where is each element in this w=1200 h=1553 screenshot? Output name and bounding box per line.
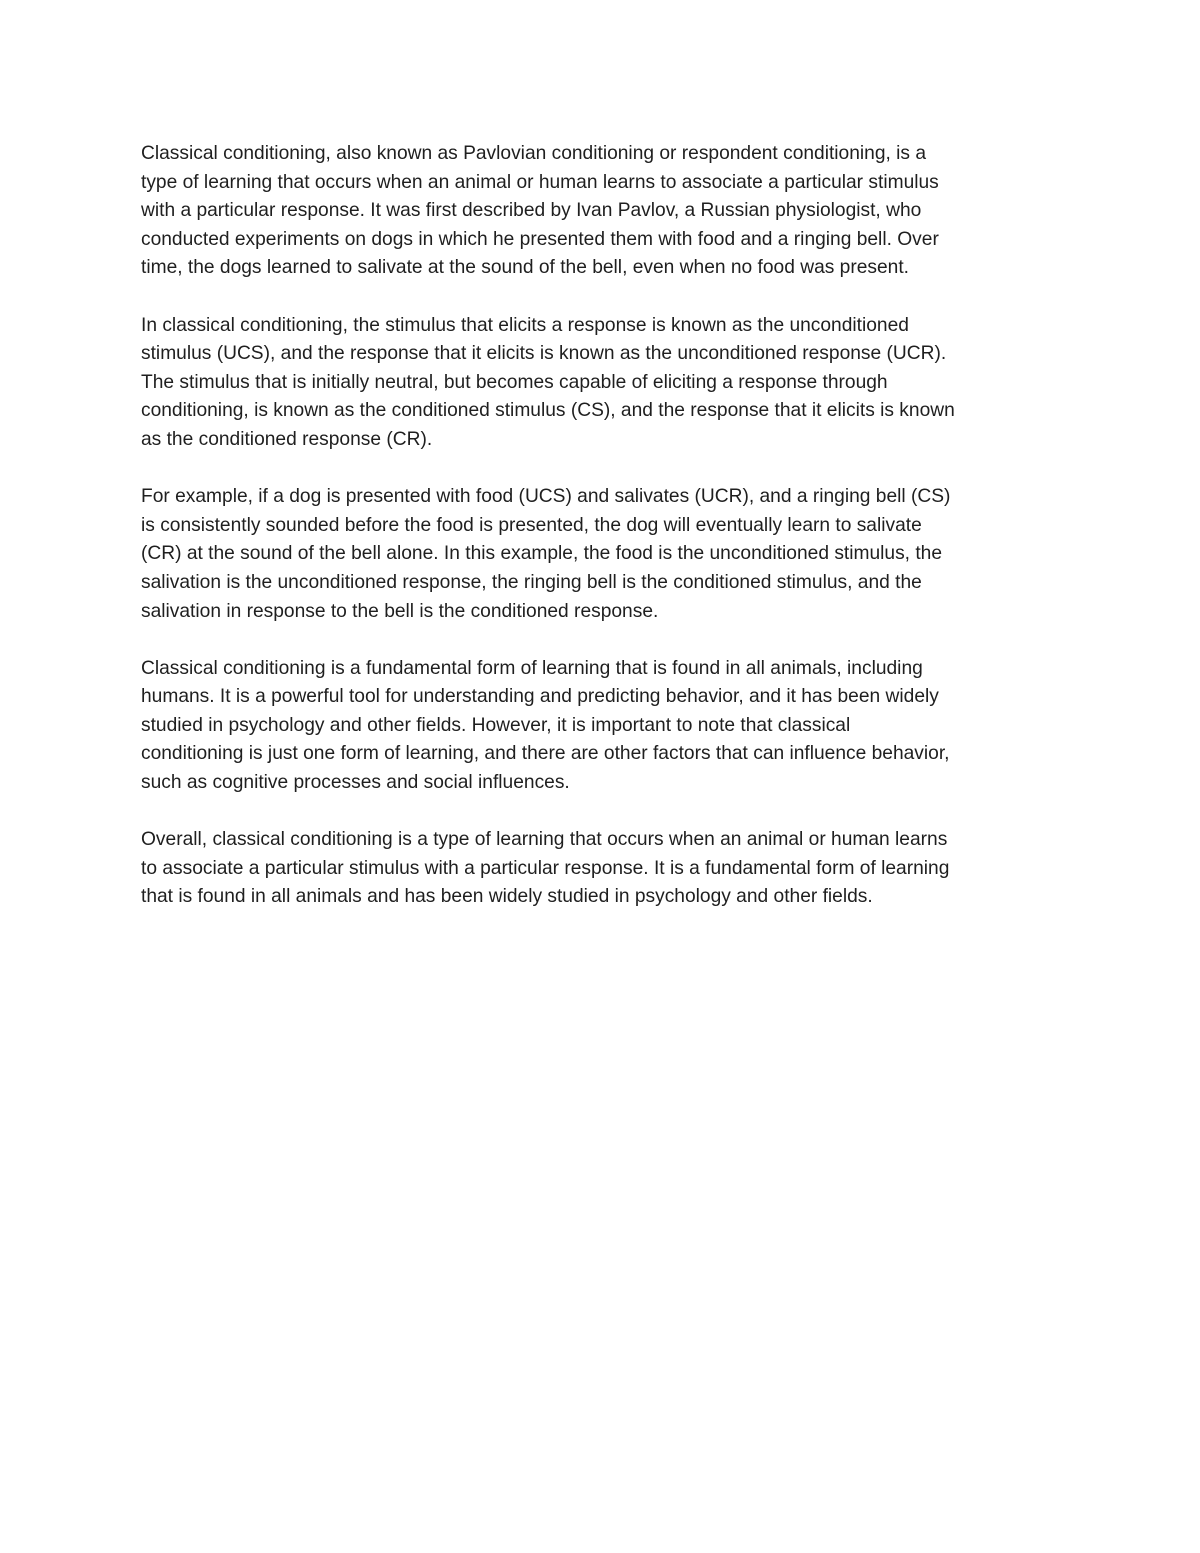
paragraph-2: [141, 312, 1061, 455]
paragraph-5: [141, 826, 1061, 912]
text-line: conditioning is just one form of learning, and there are other factors that can influence behavior,: [141, 743, 950, 765]
text-line: stimulus (UCS), and the response that it elicits is known as the unconditioned response (UCR).: [141, 343, 947, 365]
text-line: The stimulus that is initially neutral, but becomes capable of eliciting a response through: [141, 371, 888, 393]
document-body: [141, 140, 1061, 941]
text-line: conditioning, is known as the conditioned stimulus (CS), and the response that it elicits is known: [141, 400, 955, 422]
paragraph-1: [141, 140, 1061, 283]
text-line: conducted experiments on dogs in which he presented them with food and a ringing bell. Over: [141, 228, 939, 250]
text-line: In classical conditioning, the stimulus that elicits a response is known as the unconditioned: [141, 314, 909, 336]
paragraph-4: [141, 655, 1061, 798]
text-line: type of learning that occurs when an animal or human learns to associate a particular stimulus: [141, 171, 939, 193]
text-line: as the conditioned response (CR).: [141, 428, 433, 450]
text-line: studied in psychology and other fields. However, it is important to note that classical: [141, 714, 851, 736]
text-line: Overall, classical conditioning is a type of learning that occurs when an animal or human learns: [141, 829, 948, 851]
text-line: Classical conditioning is a fundamental form of learning that is found in all animals, including: [141, 657, 923, 679]
text-line: salivation is the unconditioned response, the ringing bell is the conditioned stimulus, and the: [141, 571, 922, 593]
text-line: such as cognitive processes and social influences.: [141, 772, 570, 794]
text-line: For example, if a dog is presented with food (UCS) and salivates (UCR), and a ringing bell (CS): [141, 486, 951, 508]
text-line: (CR) at the sound of the bell alone. In this example, the food is the unconditioned stimulus, the: [141, 543, 943, 565]
text-line: humans. It is a powerful tool for understanding and predicting behavior, and it has been widely: [141, 686, 939, 708]
text-line: is consistently sounded before the food is presented, the dog will eventually learn to salivate: [141, 514, 922, 536]
text-line: time, the dogs learned to salivate at the sound of the bell, even when no food was present.: [141, 257, 909, 279]
text-line: salivation in response to the bell is the conditioned response.: [141, 600, 659, 622]
text-line: that is found in all animals and has been widely studied in psychology and other fields.: [141, 886, 873, 908]
paragraph-3: [141, 483, 1061, 626]
text-line: to associate a particular stimulus with a particular response. It is a fundamental form of learning: [141, 857, 950, 879]
text-line: Classical conditioning, also known as Pavlovian conditioning or respondent conditioning, is a: [141, 143, 927, 164]
text-line: with a particular response. It was first described by Ivan Pavlov, a Russian physiologist, who: [141, 200, 922, 222]
